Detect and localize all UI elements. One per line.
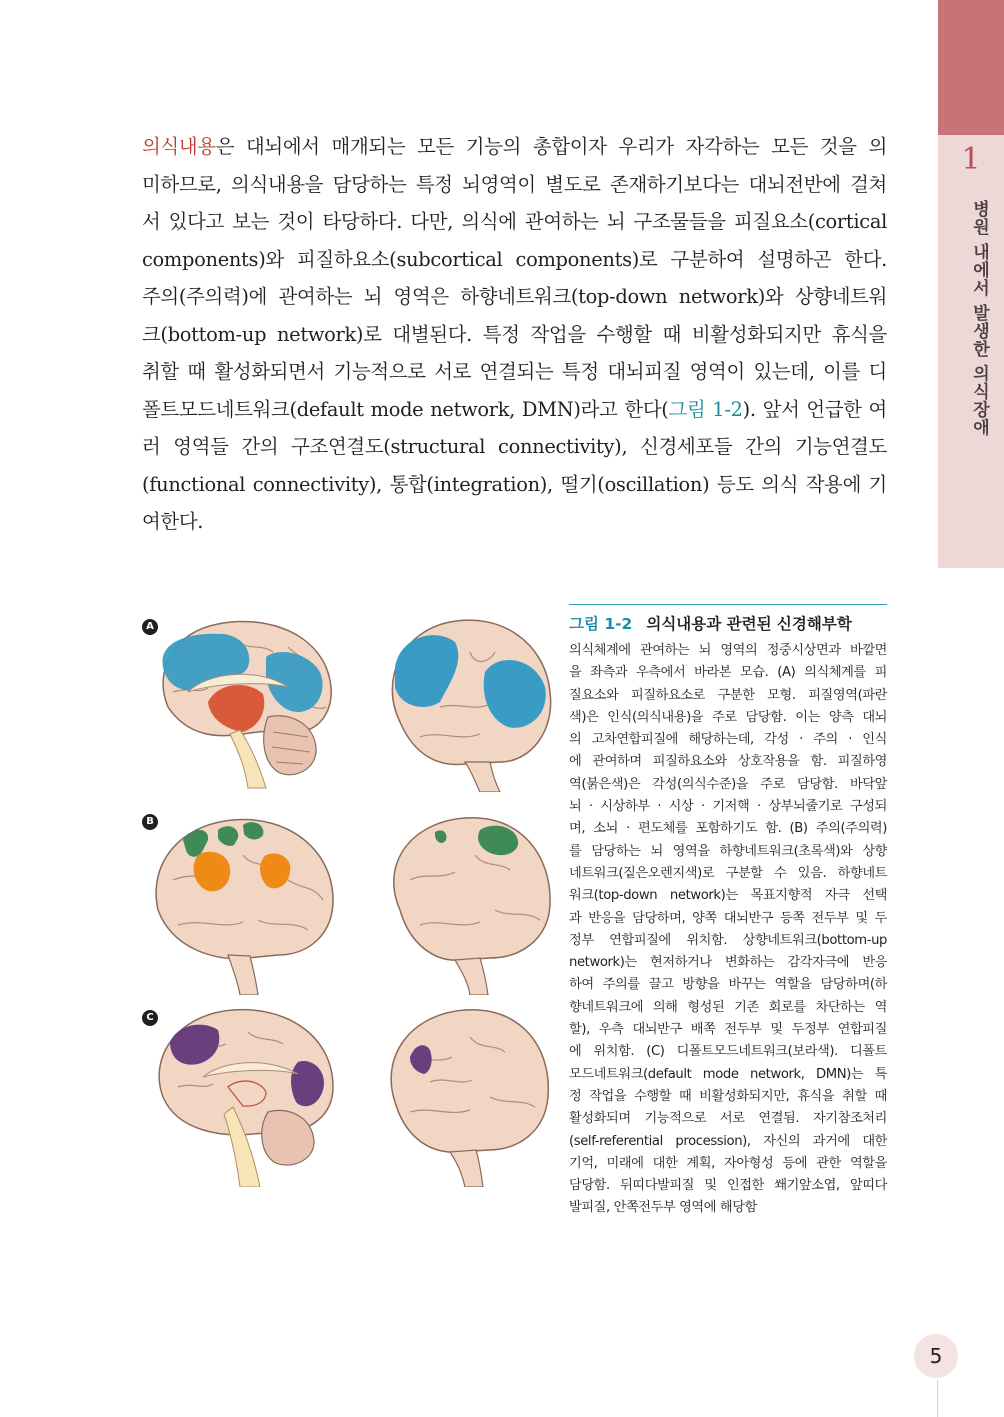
- brain-c-medial-illustration: [148, 1002, 338, 1187]
- chapter-side-tab-accent: [938, 0, 1004, 135]
- body-line-7: 취할 때 활성화되면서 기능적으로 서로 연결되는 특정 대뇌피질 영역이 있는데, 이를 디: [142, 360, 887, 383]
- chapter-number: 1: [961, 142, 981, 177]
- body-line-11: 여한다.: [142, 510, 204, 533]
- page-number-rule: [937, 1380, 938, 1417]
- caption-line: (self-referential procession), 자신의 과거에 대한: [569, 1133, 887, 1149]
- body-line-1: 의식내용은 대뇌에서 매개되는 모든 기능의 총합이자 우리가 자각하는 모든 것을 의: [142, 135, 887, 158]
- caption-line: 워크(top-down network)는 목표지향적 자극 선택: [569, 888, 887, 904]
- body-line-3: 서 있다고 보는 것이 타당하다. 다만, 의식에 관여하는 뇌 구조물들을 피질요소(cortical: [142, 210, 887, 233]
- figure-reference-link[interactable]: 그림 1-2: [668, 397, 743, 421]
- body-line-9: 러 영역들 간의 구조연결도(structural connectivity), 신경세포들 간의 기능연결도: [142, 435, 887, 458]
- caption-line: 정부 연합피질에 위치함. 상향네트워크(bottom-up: [569, 932, 887, 948]
- page-number: 5: [914, 1334, 958, 1378]
- caption-line: 모드네트워크(default mode network, DMN)는 특: [569, 1066, 887, 1082]
- panel-label-a: A: [142, 619, 158, 635]
- caption-line: 발피질, 안쪽전두부 영역에 해당함: [569, 1200, 757, 1216]
- caption-line: 정 작업을 수행할 때 비활성화되지만, 휴식을 취할 때: [569, 1088, 887, 1104]
- brain-c-lateral-illustration: [380, 1002, 555, 1187]
- body-line-10: (functional connectivity), 통합(integration), 떨기(oscillation) 등도 의식 작용에 기: [142, 472, 887, 496]
- caption-line: 의식체계에 관여하는 뇌 영역의 정중시상면과 바깥면: [569, 643, 887, 658]
- figure-caption-title: 그림 1-2 의식내용과 관련된 신경해부학: [569, 615, 852, 633]
- body-line-2: 미하므로, 의식내용을 담당하는 특정 뇌영역이 별도로 존재하기보다는 대뇌전반에 걸쳐: [142, 172, 887, 196]
- body-line-8: 폴트모드네트워크(default mode network, DMN)라고 한다(그림 1-2). 앞서 언급한 여: [142, 397, 887, 421]
- caption-line: 의 고차연합피질에 해당하는데, 각성 · 주의 · 인식: [569, 732, 887, 748]
- body-line-5: 주의(주의력)에 관여하는 뇌 영역은 하향네트워크(top-down network)와 상향네트워: [142, 285, 887, 308]
- body-paragraph: [142, 128, 887, 541]
- caption-line: 며, 소뇌 · 편도체를 포함하기도 함. (B) 주의(주의력): [569, 821, 887, 837]
- caption-line: 에 관여하며 피질하요소와 상호작용을 함. 피질하영: [569, 754, 887, 770]
- highlight-term: 의식내용: [142, 135, 216, 158]
- caption-line: 역(붉은색)은 각성(의식수준)을 주로 담당함. 바닥앞: [569, 776, 887, 792]
- figure-caption-number: 그림 1-2: [569, 615, 633, 633]
- panel-label-b: B: [142, 814, 158, 830]
- caption-line: 뇌 · 시상하부 · 시상 · 기저핵 · 상부뇌줄기로 구성되: [569, 799, 887, 815]
- brain-a-lateral-illustration: [380, 612, 555, 792]
- brain-b-right-illustration: [380, 810, 555, 995]
- panel-label-c: C: [142, 1010, 158, 1026]
- caption-line: 색)은 인식(의식내용)을 주로 담당함. 이는 양측 대뇌: [569, 709, 887, 725]
- caption-line: 기억, 미래에 대한 계획, 자아형성 등에 관한 역할을: [569, 1155, 887, 1171]
- figure-caption-text: [569, 640, 887, 1220]
- brain-b-left-illustration: [148, 810, 338, 995]
- caption-line: 네트워크(짙은오렌지색)로 구분할 수 있음. 하향네트: [569, 865, 887, 881]
- caption-divider: [569, 604, 887, 605]
- caption-line: 할), 우측 대뇌반구 배쪽 전두부 및 두정부 연합피질: [569, 1022, 887, 1038]
- caption-line: 향네트워크에 의해 형성된 기존 회로를 차단하는 역: [569, 999, 887, 1015]
- caption-line: 담당함. 뒤띠다발피질 및 인접한 쐐기앞소엽, 앞띠다: [569, 1178, 887, 1194]
- caption-line: network)는 현저하거나 변화하는 감각자극에 반응: [569, 955, 887, 971]
- caption-line: 에 위치함. (C) 디폴트모드네트워크(보라색). 디폴트: [569, 1044, 887, 1060]
- body-line-6: 크(bottom-up network)로 대별된다. 특정 작업을 수행할 때 비활성화되지만 휴식을: [142, 322, 887, 346]
- caption-line: 활성화되며 기능적으로 서로 연결됨. 자기참조처리: [569, 1111, 887, 1127]
- caption-line: 하여 주의를 끌고 방향을 바꾸는 역할을 담당하며(하: [569, 977, 887, 993]
- brain-a-medial-illustration: [148, 612, 338, 792]
- body-line-4: components)와 피질하요소(subcortical components)로 구분하여 설명하곤 한다.: [142, 247, 887, 271]
- chapter-title: 병원 내에서 발생한 의식장애: [969, 200, 989, 437]
- caption-line: 질요소와 피질하요소로 구분한 모형. 피질영역(파란: [569, 687, 887, 703]
- caption-line: 과 반응을 담당하며, 양쪽 대뇌반구 등쪽 전두부 및 두: [569, 910, 887, 926]
- caption-line: 를 담당하는 뇌 영역을 하향네트워크(초록색)와 상향: [569, 843, 887, 859]
- caption-line: 을 좌측과 우측에서 바라본 모습. (A) 의식체계를 피: [569, 665, 887, 681]
